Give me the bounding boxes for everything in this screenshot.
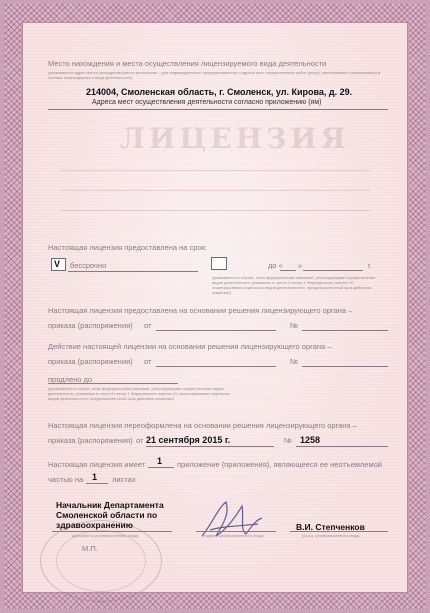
until-close: » (298, 261, 303, 270)
signatory-position: Начальник Департамента Смоленской области по здравоохранению (56, 500, 164, 530)
until-month-line (303, 270, 363, 271)
name-underline (290, 531, 388, 532)
background-watermark: ЛИЦЕНЗИЯ (120, 122, 350, 155)
reissued-number-value: 1258 (300, 435, 321, 445)
granted-number-line (302, 330, 388, 331)
extended-note: (указывается в случае, если федеральными законами, регулирующими осуществление видов деятельности, указанных в части 4 статьи 1 Федерального закона «О лицензировании отдельных видов деятельности», предусмотрен иной срок действия лицензии) (48, 386, 231, 401)
extended-order-label: приказа (распоряжения) (48, 357, 133, 366)
until-checkbox[interactable] (211, 257, 227, 270)
until-note: (указывается в случае, если федеральными законами, регулирующими осуществление видов деятельности, указанных в части 4 статьи 1 Федерального закона «О лицензировании отдельных видов деятельности», предусмотрен иной срок действия лицензии) (212, 275, 376, 295)
granted-from-label: от (144, 321, 152, 330)
appendix-part-suffix: листах (112, 475, 136, 484)
ghost-line (60, 210, 370, 211)
address-value: 214004, Смоленская область, г. Смоленск, ул. Кирова, д. 29. (86, 87, 353, 97)
until-label: до « (268, 261, 283, 270)
appendix-sheets-line (86, 483, 108, 484)
reissued-order-label: приказа (распоряжения) (48, 436, 133, 445)
ghost-line (60, 170, 370, 171)
perpetual-underline (68, 271, 198, 272)
address-underline (48, 109, 388, 110)
extended-until-line (48, 383, 178, 384)
appendix-count-line (148, 467, 174, 468)
appendix-count-value: 1 (157, 456, 163, 466)
extended-label: Действие настоящей лицензии на основании решения лицензирующего органа – (48, 342, 332, 351)
stamp-label: М.П. (82, 544, 98, 553)
until-day-line (280, 270, 296, 271)
signature-note: (подпись уполномоченного лица) (202, 533, 264, 538)
ghost-line (60, 190, 370, 191)
until-year-suffix: г. (368, 261, 372, 270)
location-heading: Место нахождения и места осуществления лицензируемого вида деятельности (48, 59, 327, 68)
reissued-number-label: № (284, 436, 293, 445)
stamp-seal-inner (56, 530, 146, 592)
checkbox-mark: V (54, 259, 61, 269)
appendix-part-prefix: частью на (48, 475, 84, 484)
location-heading-note: (указываются адрес места нахождения (место жительства – для индивидуального предпринимателя) и адреса мест осуществления работ (услуг), выполняемых (оказываемых) в составе лицензируемого вида деятельности) (48, 70, 381, 80)
granted-order-label: приказа (распоряжения) (48, 321, 133, 330)
perpetual-label: бессрочно (70, 261, 107, 270)
reissued-label: Настоящая лицензия переоформлена на основании решения лицензирующего органа – (48, 421, 357, 430)
term-label: Настоящая лицензия предоставлена на срок: (48, 243, 207, 252)
appendix-sheets-value: 1 (92, 472, 98, 482)
reissued-number-line (296, 446, 388, 447)
reissued-from-label: от (136, 436, 144, 445)
perpetual-checkbox[interactable] (51, 258, 66, 271)
appendix-prefix: Настоящая лицензия имеет (48, 460, 146, 469)
position-note: (должность уполномоченного лица) (72, 533, 139, 538)
extended-number-label: № (290, 357, 299, 366)
signatory-name: В.И. Степченков (296, 522, 365, 532)
granted-label: Настоящая лицензия предоставлена на основании решения лицензирующего органа – (48, 306, 353, 315)
extended-date-line (156, 366, 276, 367)
signature-underline (196, 531, 276, 532)
appendix-suffix: приложение (приложения), являющееся ее неотъемлемой (177, 460, 382, 469)
position-underline (52, 531, 172, 532)
extended-from-label: от (144, 357, 152, 366)
name-note: (ф.и.о. уполномоченного лица) (302, 533, 360, 538)
reissued-date-value: 21 сентября 2015 г. (146, 435, 231, 445)
address-appendix: Адреса мест осуществления деятельности согласно приложению (ям) (92, 99, 322, 106)
extended-number-line (302, 366, 388, 367)
extended-until-label: продлено до (48, 375, 93, 384)
granted-date-line (156, 330, 276, 331)
granted-number-label: № (290, 321, 299, 330)
reissued-date-line (146, 446, 274, 447)
